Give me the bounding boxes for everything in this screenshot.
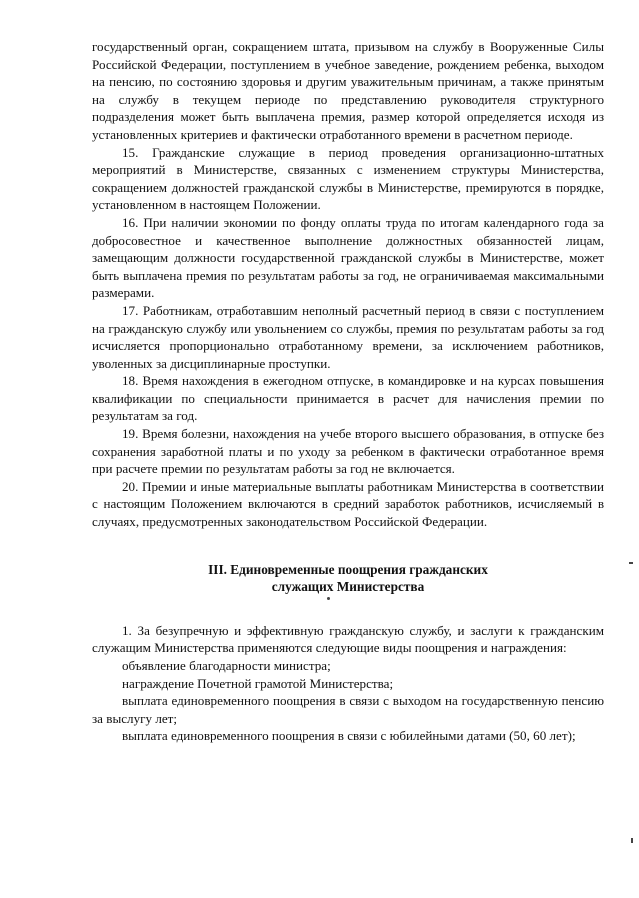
scan-dot	[327, 597, 330, 600]
list-item: выплата единовременного поощрения в связи с юбилейными датами (50, 60 лет);	[122, 728, 576, 744]
paragraph-19: 19. Время болезни, нахождения на учебе второго высшего образования, в отпуске без сохранения заработной платы и по уходу за ребенком в фактически отработанное время при расчете премии по результатам работы за год не включается.	[92, 426, 604, 477]
paragraph-18: 18. Время нахождения в ежегодном отпуске, в командировке и на курсах повышения квалификации по специальности принимается в расчет для начисления премии по результатам за год.	[92, 373, 604, 424]
list-item: награждение Почетной грамотой Министерства;	[122, 675, 394, 691]
section-title	[92, 561, 604, 596]
lead-paragraph: государственный орган, сокращением штата, призывом на службу в Вооруженные Силы Российской Федерации, поступлением в учебное заведение, рождением ребенка, выходом на пенсию, по состоянию здоровья и другим уважительным причинам, а также принятым на службу в текущем периоде по представлению руководителя структурного подразделения может быть выплачена премия, размер которой определяется исходя из установленных критериев и фактически отработанного времени в расчетном периоде.	[92, 39, 604, 142]
list-item: выплата единовременного поощрения в связи с выходом на государственную пенсию за выслугу лет;	[92, 693, 604, 726]
list-item: объявление благодарности министра;	[122, 658, 331, 673]
scan-speck	[629, 562, 633, 564]
section-intro-paragraph: 1. За безупречную и эффективную гражданскую службу, и заслуги к гражданским служащим Министерства применяются следующие виды поощрения и награждения:	[92, 622, 604, 656]
paragraph-20: 20. Премии и иные материальные выплаты работникам Министерства в соответствии с настоящим Положением включаются в средний заработок работников, исчисляемый в случаях, предусмотренных законодательством Российской Федерации.	[92, 478, 604, 530]
section-title-line-2: служащих Министерства	[271, 579, 425, 595]
paragraph-16: 16. При наличии экономии по фонду оплаты труда по итогам календарного года за добросовестное и качественное выполнение должностных обязанностей лицам, замещающим должности государственной гражданской службы в Министерстве, может быть выплачена премия по результатам работы за год, не ограничиваемая максимальными размерами.	[92, 214, 604, 301]
scan-speck	[631, 838, 633, 843]
document-page	[92, 38, 604, 745]
paragraph-15: 15. Гражданские служащие в период проведения организационно-штатных мероприятий в Министерстве, связанных с изменением структуры Министерства, сокращением должностей гражданской службы в Министерстве, премируются в порядке, установленном в настоящем Положении.	[92, 144, 604, 213]
paragraph-17: 17. Работникам, отработавшим неполный расчетный период в связи с поступлением на гражданскую службу или увольнением со службы, премия по результатам работы за год исчисляется пропорционально отработанному времени, за исключением работников, уволенных за дисциплинарные проступки.	[92, 302, 604, 371]
section-title-line-1: III. Единовременные поощрения гражданских	[208, 561, 488, 577]
